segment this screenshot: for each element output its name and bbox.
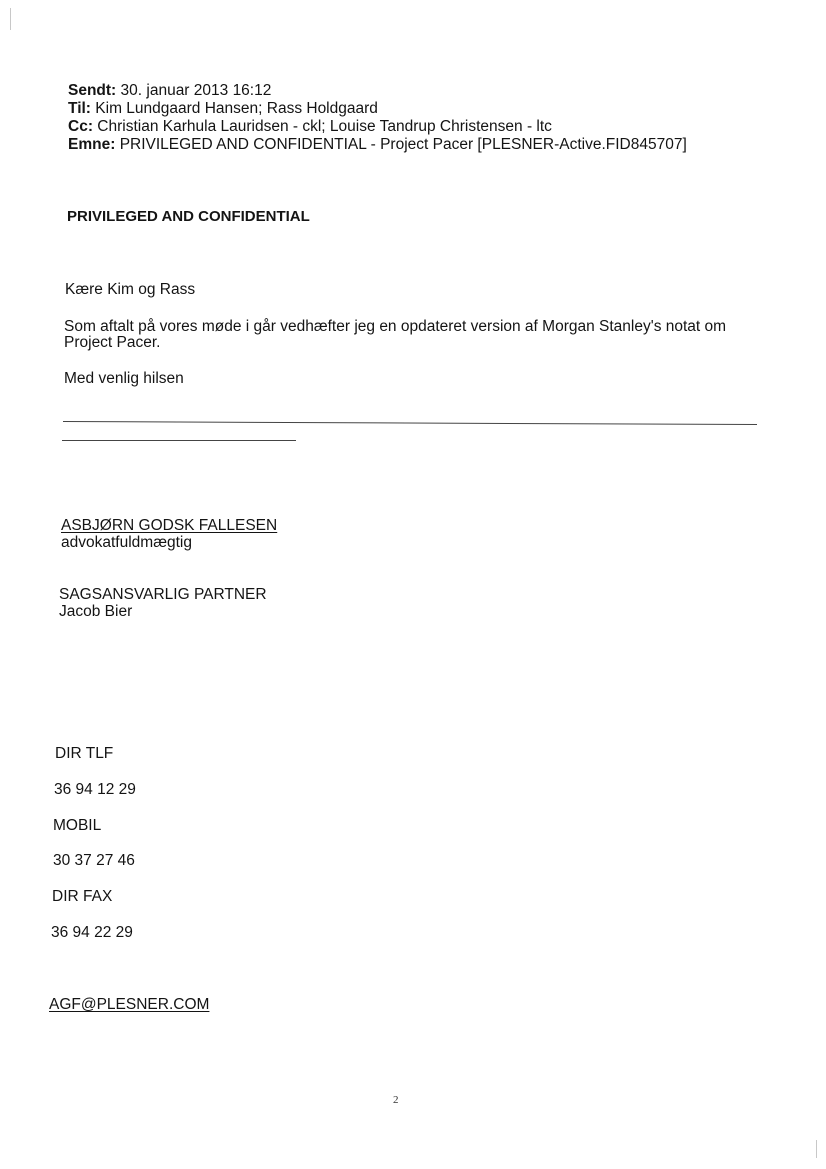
dir-tlf-label: DIR TLF (55, 745, 114, 762)
sent-value: 30. januar 2013 16:12 (120, 82, 272, 99)
separator-line-short (62, 440, 296, 441)
to-line (68, 100, 378, 118)
email-link[interactable]: AGF@PLESNER.COM (49, 996, 210, 1013)
partner-label: SAGSANSVARLIG PARTNER (59, 586, 267, 603)
cc-line (68, 118, 552, 136)
subject-label: Emne: (68, 136, 116, 153)
message-line-1: Som aftalt på vores møde i går vedhæfter jeg en opdateret version af Morgan Stanley's notat om (64, 318, 727, 335)
greeting: Kære Kim og Rass (65, 281, 196, 298)
dir-tlf-value: 36 94 12 29 (54, 781, 136, 798)
to-label: Til: (68, 100, 91, 117)
to-value: Kim Lundgaard Hansen; Rass Holdgaard (95, 100, 378, 117)
signature-title: advokatfuldmægtig (61, 534, 192, 551)
message-line-2: Project Pacer. (64, 334, 161, 351)
dir-fax-label: DIR FAX (52, 888, 113, 905)
sent-line (68, 82, 271, 100)
sent-label: Sendt: (68, 82, 117, 99)
page-number: 2 (393, 1094, 399, 1106)
confidential-heading: PRIVILEGED AND CONFIDENTIAL (67, 208, 310, 225)
subject-line (68, 136, 687, 154)
dir-fax-value: 36 94 22 29 (51, 924, 133, 941)
signature-name: ASBJØRN GODSK FALLESEN (61, 517, 278, 534)
scan-edge-mark-top (10, 8, 11, 30)
cc-label: Cc: (68, 118, 93, 135)
mobil-label: MOBIL (53, 817, 102, 834)
closing: Med venlig hilsen (64, 370, 184, 387)
separator-line-long (63, 421, 757, 425)
subject-value: PRIVILEGED AND CONFIDENTIAL - Project Pacer [PLESNER-Active.FID845707] (119, 136, 687, 153)
partner-name: Jacob Bier (59, 603, 133, 620)
scan-edge-mark-bottom (816, 1140, 817, 1158)
cc-value: Christian Karhula Lauridsen - ckl; Louise Tandrup Christensen - ltc (97, 118, 552, 135)
mobil-value: 30 37 27 46 (53, 852, 135, 869)
